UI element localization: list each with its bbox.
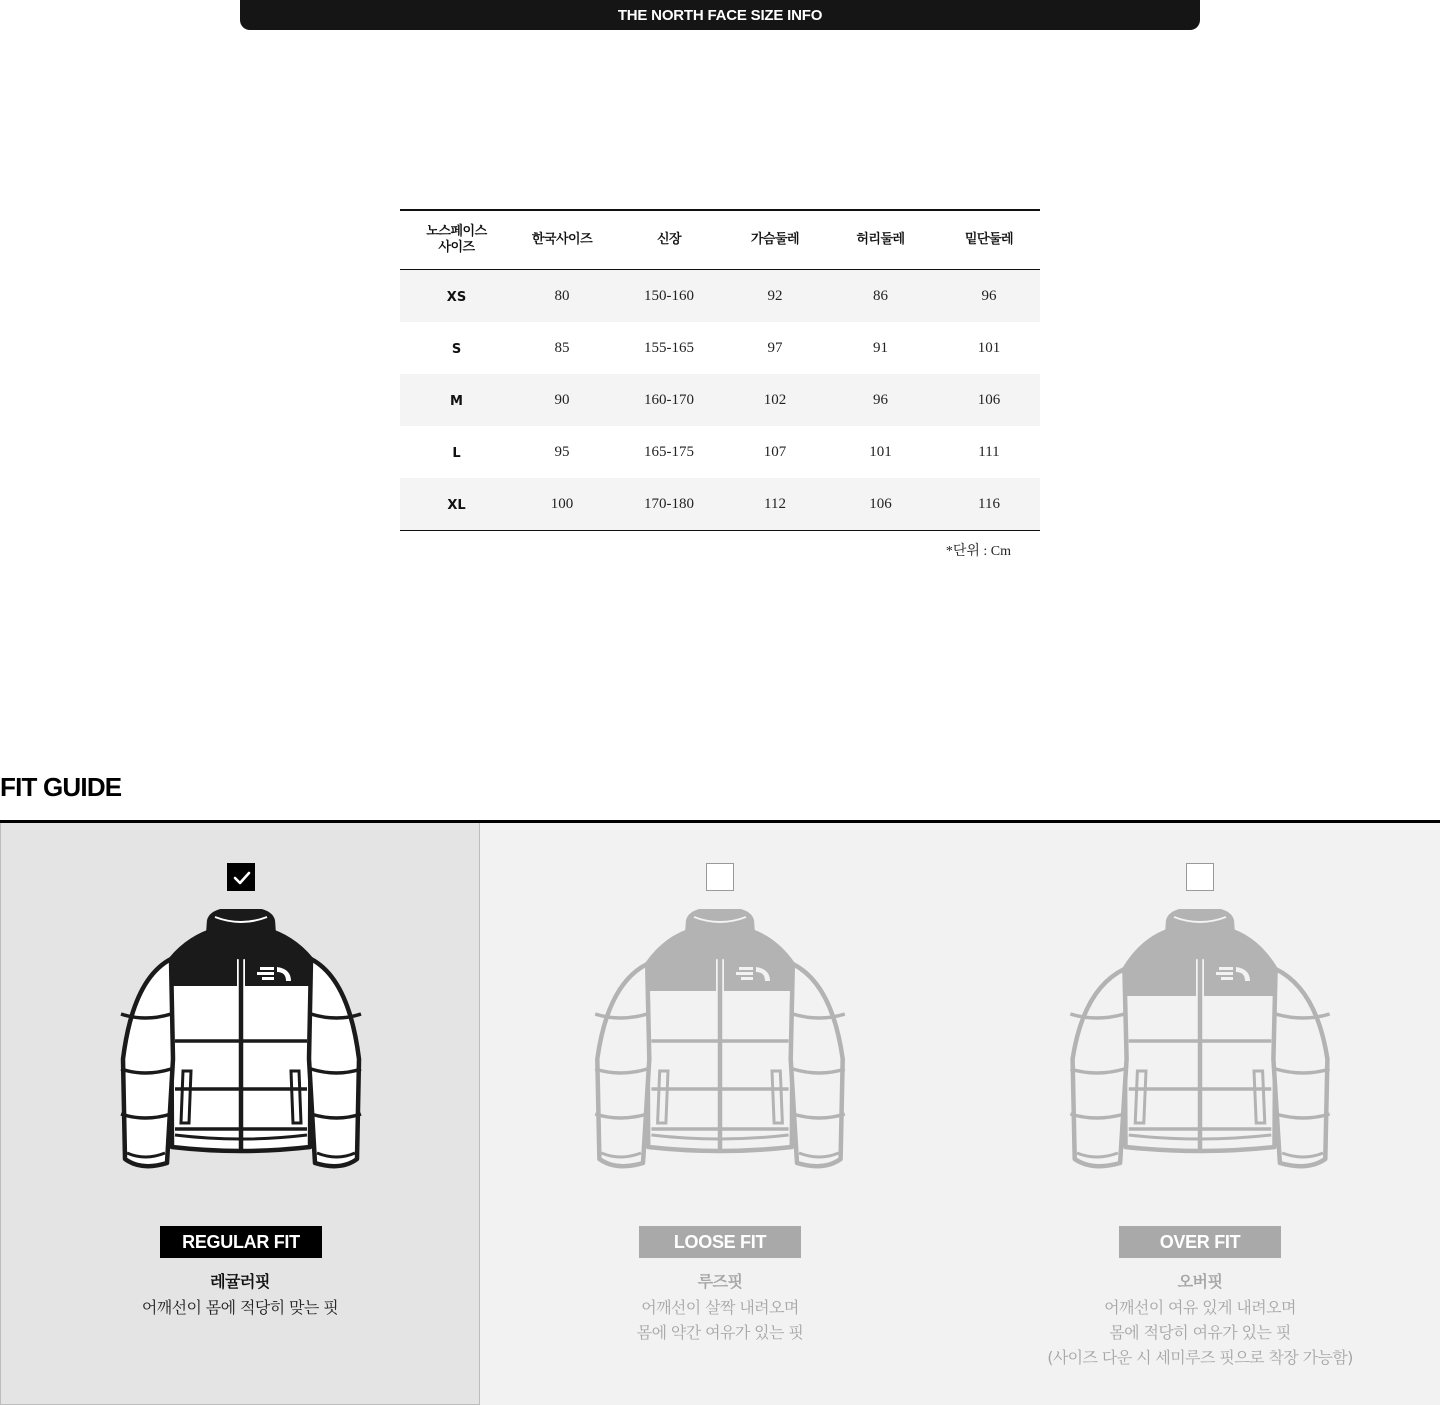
fit-description-line: 몸에 약간 여유가 있는 핏 (636, 1323, 804, 1342)
fit-description (960, 1295, 1440, 1370)
cell-waist: 101 (869, 443, 892, 460)
table-row (400, 374, 1040, 426)
cell-korea-size: 95 (554, 443, 570, 460)
cell-chest: 92 (727, 270, 823, 323)
cell-height: 155-165 (644, 339, 694, 356)
cell-height: 165-175 (644, 443, 694, 460)
jacket-illustration (584, 909, 856, 1179)
cell-hem: 111 (978, 443, 1000, 460)
table-row (400, 478, 1040, 531)
cell-tnf-size: M (400, 374, 513, 426)
cell-hem: 101 (977, 339, 1001, 356)
fit-name: 오버핏 (1177, 1272, 1223, 1291)
cell-waist: 106 (823, 478, 938, 531)
cell-hem: 96 (938, 270, 1040, 323)
cell-waist: 91 (873, 339, 888, 356)
table-row (400, 270, 1040, 323)
cell-korea-size: 100 (513, 478, 611, 531)
cell-height: 150-160 (611, 270, 727, 323)
fit-panel[interactable] (480, 823, 960, 1405)
fit-badge: OVER FIT (1119, 1226, 1281, 1258)
header-waist: 허리둘레 (823, 210, 938, 270)
cell-tnf-size: XS (400, 270, 513, 323)
fit-description-line: 어깨선이 살짝 내려오며 (641, 1298, 799, 1317)
cell-chest: 97 (767, 339, 783, 356)
fit-checkbox[interactable] (706, 863, 734, 891)
fit-description (480, 1295, 960, 1345)
fit-description-line: (사이즈 다운 시 세미루즈 핏으로 착장 가능함) (1047, 1348, 1353, 1367)
cell-waist: 96 (823, 374, 938, 426)
fit-panel[interactable] (0, 823, 480, 1405)
size-table (400, 209, 1040, 531)
cell-hem: 116 (938, 478, 1040, 531)
checkmark-icon (228, 864, 256, 892)
fit-checkbox[interactable] (227, 863, 255, 891)
header-height: 신장 (611, 210, 727, 270)
cell-chest: 107 (763, 443, 787, 460)
cell-korea-size: 85 (554, 339, 570, 356)
fit-name: 레귤러핏 (210, 1272, 270, 1291)
cell-tnf-size: L (452, 445, 461, 461)
table-header-row (400, 210, 1040, 270)
fit-badge: REGULAR FIT (160, 1226, 322, 1258)
cell-hem: 106 (938, 374, 1040, 426)
table-row (400, 322, 1040, 374)
header-chest: 가슴둘레 (727, 210, 823, 270)
cell-chest: 102 (727, 374, 823, 426)
size-info-banner: THE NORTH FACE SIZE INFO (240, 0, 1200, 30)
cell-height: 160-170 (611, 374, 727, 426)
fit-description-line: 어깨선이 여유 있게 내려오며 (1104, 1298, 1296, 1317)
unit-note: *단위 : Cm (945, 544, 1011, 559)
fit-name: 루즈핏 (697, 1272, 743, 1291)
jacket-illustration (105, 909, 377, 1179)
fit-description-line: 어깨선이 몸에 적당히 맞는 핏 (141, 1298, 339, 1317)
fit-description (1, 1295, 479, 1320)
fit-guide-title: FIT GUIDE (0, 772, 122, 802)
cell-korea-size: 90 (513, 374, 611, 426)
fit-badge: LOOSE FIT (639, 1226, 801, 1258)
fit-guide-panels (0, 823, 1440, 1405)
header-hem: 밑단둘레 (938, 210, 1040, 270)
header-korea-size: 한국사이즈 (513, 210, 611, 270)
cell-tnf-size: XL (400, 478, 513, 531)
cell-korea-size: 80 (513, 270, 611, 323)
cell-chest: 112 (727, 478, 823, 531)
fit-description-line: 몸에 적당히 여유가 있는 핏 (1109, 1323, 1291, 1342)
header-tnf-size: 노스페이스 사이즈 (400, 210, 513, 270)
jacket-illustration (1064, 909, 1336, 1179)
table-row (400, 426, 1040, 478)
cell-waist: 86 (823, 270, 938, 323)
fit-checkbox[interactable] (1186, 863, 1214, 891)
cell-height: 170-180 (611, 478, 727, 531)
fit-panel[interactable] (960, 823, 1440, 1405)
cell-tnf-size: S (451, 341, 462, 357)
